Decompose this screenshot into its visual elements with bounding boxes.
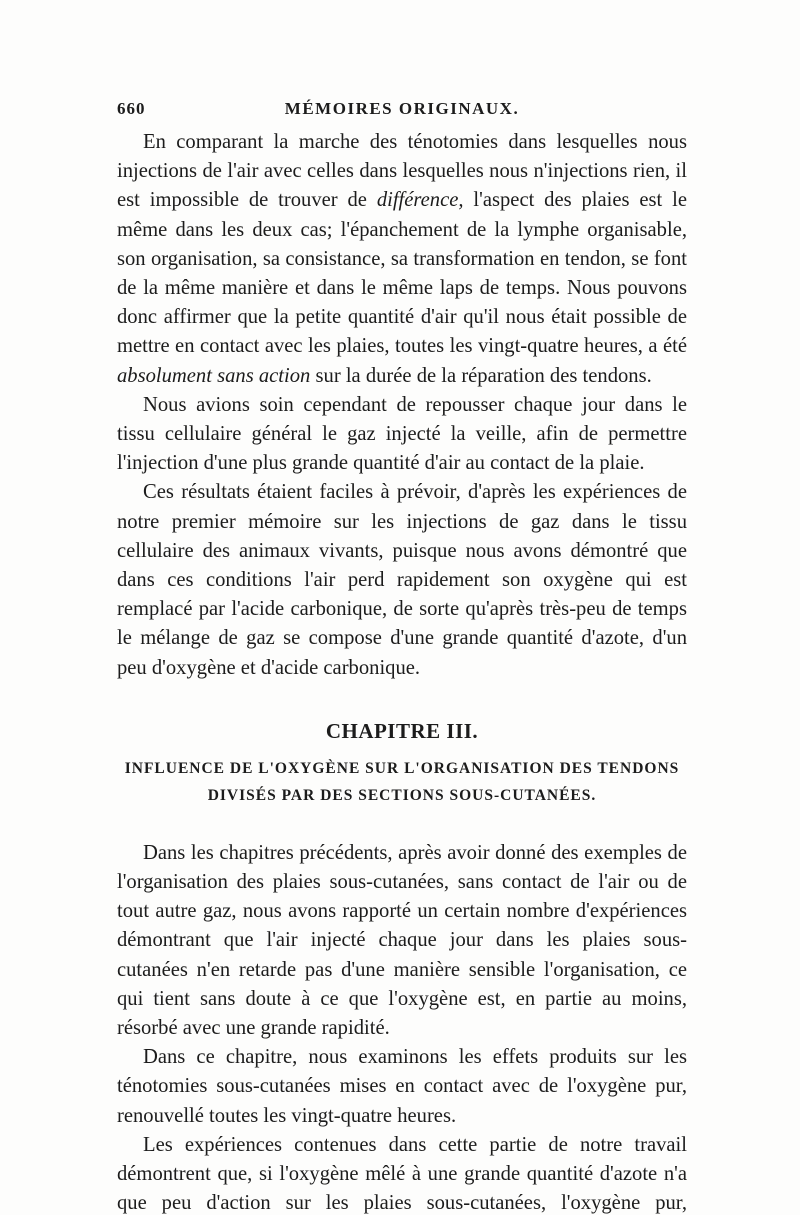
chapter-subtitle (117, 755, 687, 809)
paragraph-1 (117, 128, 687, 391)
page-number: 660 (117, 99, 146, 118)
chapter-subtitle-line-2: DIVISÉS PAR DES SECTIONS SOUS-CUTANÉES. (207, 786, 597, 804)
running-title: MÉMOIRES ORIGINAUX. (284, 99, 520, 118)
body-text (117, 128, 687, 1219)
chapter-paragraph-1: Dans les chapitres précédents, après avoir donné des exemples de l'organisation des plaies sous-cutanées, sans contact de l'air ou de tout autre gaz, nous avons rapporté un certain nombre d'expériences démontrant que l'air injecté chaque jour dans les plaies sous-cutanées n'en retarde pas d'une manière sensible l'organisation, ce qui tient sans doute à ce que l'oxygène est, en partie au moins, résorbé avec une grande rapidité. (117, 841, 687, 1040)
paragraph-1-text-a: En comparant la marche des ténotomies dans lesquelles nous injections de l'air avec celles dans lesquelles nous n'injections rien, il est impossible de trouver de (117, 131, 687, 212)
paragraph-1-text-c: sur la durée de la réparation des tendons. (310, 364, 652, 387)
running-head (117, 99, 687, 123)
chapter-paragraph-2: Dans ce chapitre, nous examinons les effets produits sur les ténotomies sous-cutanées mises en contact avec de l'oxygène pur, renouvellé toutes les vingt-quatre heures. (117, 1046, 687, 1127)
paragraph-3: Ces résultats étaient faciles à prévoir, d'après les expériences de notre premier mémoire sur les injections de gaz dans le tissu cellulaire des animaux vivants, puisque nous avons démontré que dans ces conditions l'air perd rapidement son oxygène qui est remplacé par l'acide carbonique, de sorte qu'après très-peu de temps le mélange de gaz se compose d'une grande quantité d'azote, d'un peu d'oxygène et d'acide carbonique. (117, 481, 687, 679)
chapter-title: CHAPITRE III. (325, 718, 479, 743)
paragraph-2: Nous avions soin cependant de repousser chaque jour dans le tissu cellulaire général le gaz injecté la veille, afin de permettre l'injection d'une plus grande quantité d'air au contact de la plaie. (117, 393, 687, 475)
emphasis-absolument: absolument sans action (117, 364, 311, 387)
chapter-subtitle-line-1: INFLUENCE DE L'OXYGÈNE SUR L'ORGANISATION DES TENDONS (124, 759, 680, 777)
chapter-paragraph-3: Les expériences contenues dans cette partie de notre travail démontrent que, si l'oxygène mêlé à une grande quantité d'azote n'a que peu d'action sur les plaies sous-cutanées, l'oxygène pur, (117, 1133, 687, 1215)
emphasis-difference: différence, (376, 189, 464, 212)
paragraph-1-text-b: l'aspect des plaies est le même dans les deux cas; l'épanchement de la lymphe organisable, son organisation, sa consistance, sa transformation en tendon, se font de la même manière et dans le même laps de temps. Nous pouvons donc affirmer que la petite quantité d'air qu'il nous était possible de mettre en contact avec les plaies, toutes les vingt-quatre heures, a été (117, 189, 687, 358)
